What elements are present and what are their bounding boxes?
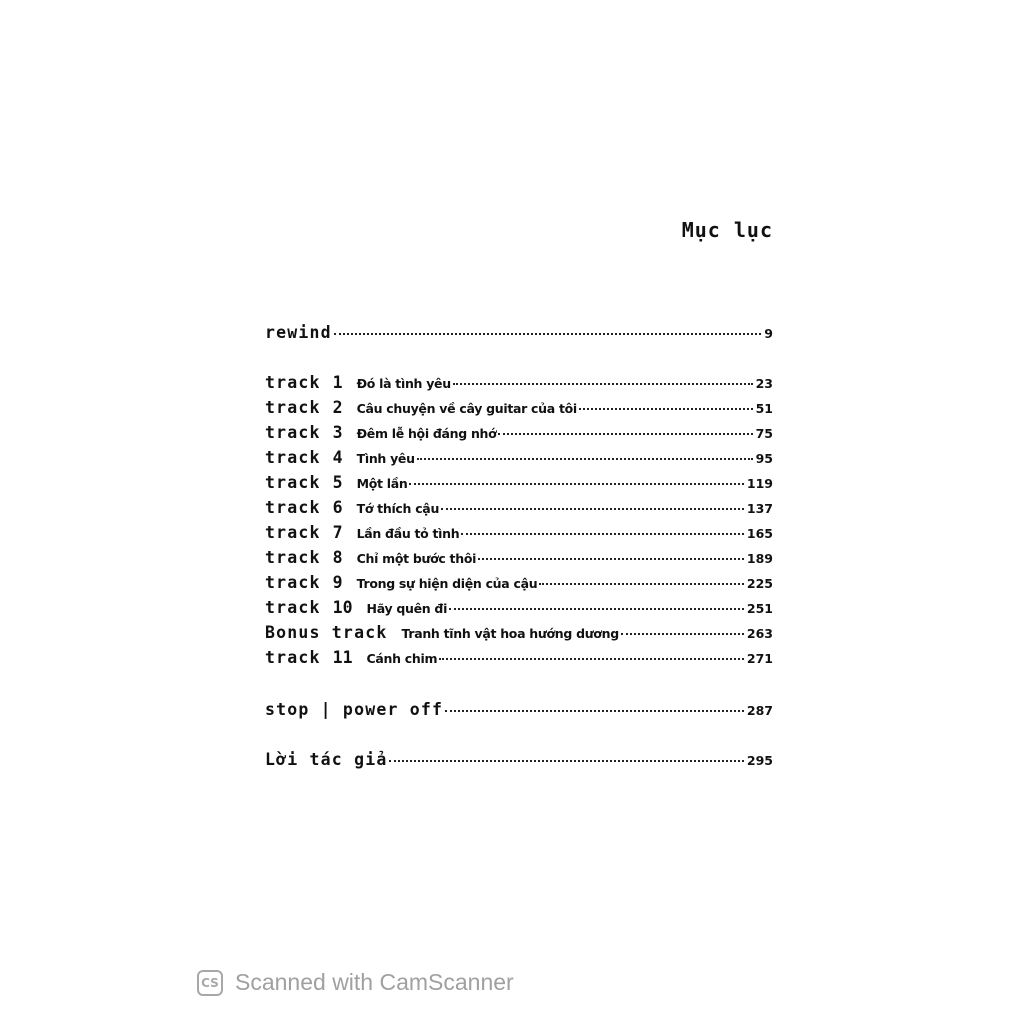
page-number: 23 <box>755 376 773 391</box>
page-number: 75 <box>755 426 773 441</box>
dot-leader <box>579 408 753 410</box>
track-title: Hãy quên đi <box>366 601 448 616</box>
page-number: 9 <box>764 326 773 341</box>
page-number: 287 <box>746 703 773 718</box>
entry-label: stop | power off <box>265 700 444 719</box>
track-title: Cánh chim <box>366 651 438 666</box>
page-number: 271 <box>746 651 773 666</box>
toc-entry-track-5[interactable] <box>265 473 773 495</box>
page-number: 295 <box>746 753 773 768</box>
toc-entry-track-6[interactable] <box>265 498 773 520</box>
page-number: 51 <box>755 401 773 416</box>
dot-leader <box>461 533 744 535</box>
toc-entry-track-3[interactable] <box>265 423 773 445</box>
watermark-text: Scanned with CamScanner <box>235 969 514 995</box>
track-number: 8 <box>332 548 343 567</box>
dot-leader <box>389 760 743 762</box>
page-number: 225 <box>746 576 773 591</box>
track-title: Chỉ một bước thôi <box>356 551 477 566</box>
track-title: Câu chuyện về cây guitar của tôi <box>356 401 577 416</box>
track-title: Đó là tình yêu <box>356 376 451 391</box>
toc-entry-track-7[interactable] <box>265 523 773 545</box>
toc-entry-stop[interactable] <box>265 700 773 722</box>
page-number: 119 <box>746 476 773 491</box>
dot-leader <box>449 608 744 610</box>
entry-label: track <box>265 548 321 567</box>
page-number: 95 <box>755 451 773 466</box>
toc-entry-track-2[interactable] <box>265 398 773 420</box>
dot-leader <box>453 383 753 385</box>
track-number: 9 <box>332 573 343 592</box>
page-number: 137 <box>746 501 773 516</box>
toc-entry-track-1[interactable] <box>265 373 773 395</box>
dot-leader <box>445 710 744 712</box>
track-number: 6 <box>332 498 343 517</box>
dot-leader <box>441 508 744 510</box>
toc-entry-track-4[interactable] <box>265 448 773 470</box>
track-title: Tranh tĩnh vật hoa hướng dương <box>401 626 619 641</box>
page-number: 189 <box>746 551 773 566</box>
camscanner-logo-icon: CS <box>197 970 223 996</box>
page-title: Mục lục <box>681 218 773 242</box>
toc-entry-afterword[interactable] <box>265 750 773 772</box>
dot-leader <box>409 483 743 485</box>
track-title: Một lần <box>356 476 408 491</box>
entry-label: track <box>265 473 321 492</box>
dot-leader <box>621 633 744 635</box>
track-title: Trong sự hiện diện của cậu <box>356 576 538 591</box>
toc-entry-rewind[interactable] <box>265 323 773 345</box>
track-title: Đêm lễ hội đáng nhớ <box>356 426 497 441</box>
entry-label: track <box>265 598 321 617</box>
track-number: 2 <box>332 398 343 417</box>
page-number: 263 <box>746 626 773 641</box>
entry-label: rewind <box>265 323 332 342</box>
entry-label: track <box>265 423 321 442</box>
toc-entry-track-8[interactable] <box>265 548 773 570</box>
toc-entry-track-11[interactable] <box>265 648 773 670</box>
entry-label: track <box>265 373 321 392</box>
track-number: 11 <box>332 648 353 667</box>
track-number: 7 <box>332 523 343 542</box>
dot-leader <box>478 558 744 560</box>
dot-leader <box>439 658 744 660</box>
entry-label: track <box>265 448 321 467</box>
entry-label: Bonus track <box>265 623 388 642</box>
dot-leader <box>417 458 753 460</box>
toc-entry-track-9[interactable] <box>265 573 773 595</box>
track-number: 1 <box>332 373 343 392</box>
dot-leader <box>539 583 744 585</box>
page-number: 165 <box>746 526 773 541</box>
track-number: 10 <box>332 598 353 617</box>
entry-label: track <box>265 573 321 592</box>
track-title: Tình yêu <box>356 451 415 466</box>
entry-label: Lời tác giả <box>265 750 388 769</box>
toc-entry-bonus-track[interactable] <box>265 623 773 645</box>
track-title: Lần đầu tỏ tình <box>356 526 460 541</box>
entry-label: track <box>265 498 321 517</box>
dot-leader <box>498 433 752 435</box>
track-number: 5 <box>332 473 343 492</box>
track-number: 3 <box>332 423 343 442</box>
entry-label: track <box>265 398 321 417</box>
toc-entry-track-10[interactable] <box>265 598 773 620</box>
track-number: 4 <box>332 448 343 467</box>
entry-label: track <box>265 523 321 542</box>
page-number: 251 <box>746 601 773 616</box>
track-title: Tớ thích cậu <box>356 501 440 516</box>
dot-leader <box>334 333 761 335</box>
camscanner-watermark <box>197 969 514 996</box>
entry-label: track <box>265 648 321 667</box>
